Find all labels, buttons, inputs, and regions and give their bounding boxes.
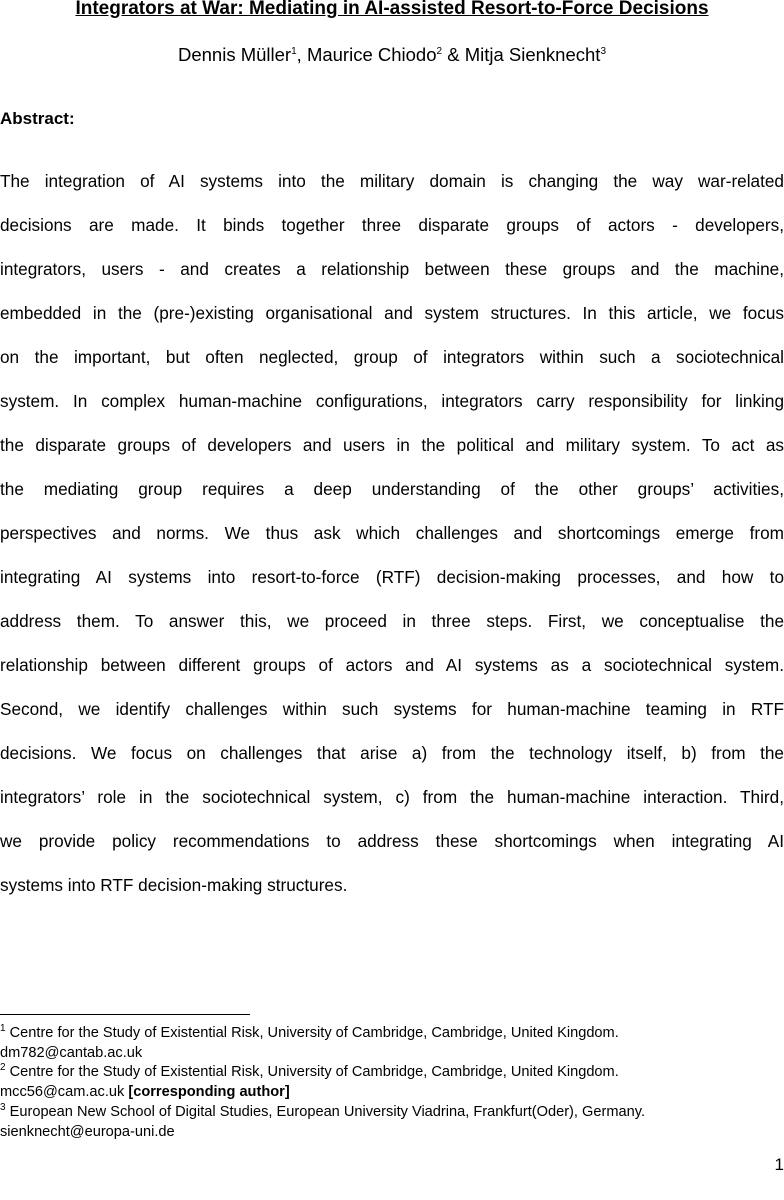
abstract-line: decisions are made. It binds together three disparate groups of actors - developers, <box>0 215 784 235</box>
footnote-mark: 2 <box>0 1062 6 1074</box>
abstract-body <box>0 159 784 907</box>
abstract-line: Second, we identify challenges within such systems for human-machine teaming in RTF <box>0 699 784 719</box>
abstract-line: integrators’ role in the sociotechnical system, c) from the human-machine interaction. Third, <box>0 787 784 807</box>
footnote-email[interactable]: sienknecht@europa-uni.de <box>0 1123 175 1140</box>
footnote-affiliation <box>0 1063 784 1083</box>
corresponding-author-note: [corresponding author] <box>124 1084 290 1101</box>
abstract-line: address them. To answer this, we proceed in three steps. First, we conceptualise the <box>0 611 784 631</box>
footnote-email[interactable]: dm782@cantab.ac.uk <box>0 1044 143 1061</box>
page-number: 1 <box>774 1155 784 1174</box>
author-list <box>0 44 784 66</box>
author-separator: , <box>296 44 307 65</box>
abstract-line: The integration of AI systems into the military domain is changing the way war-related <box>0 171 784 191</box>
footnote-affiliation <box>0 1103 784 1123</box>
footnote-affiliation-text: Centre for the Study of Existential Risk, University of Cambridge, Cambridge, United Kingdom. <box>5 1064 619 1081</box>
footnote-email-line <box>0 1083 784 1103</box>
abstract-line: integrators, users - and creates a relationship between these groups and the machine, <box>0 259 784 279</box>
abstract-line: embedded in the (pre-)existing organisational and system structures. In this article, we focus <box>0 303 784 323</box>
footnote-email[interactable]: mcc56@cam.ac.uk <box>0 1084 125 1101</box>
footnote-affiliation-text: European New School of Digital Studies, European University Viadrina, Frankfurt(Oder), Germany. <box>5 1103 646 1120</box>
abstract-line: relationship between different groups of actors and AI systems as a sociotechnical system. <box>0 655 784 675</box>
abstract-heading: Abstract: <box>0 109 75 128</box>
footnote-mark: 3 <box>0 1101 6 1113</box>
author-affiliation-mark: 3 <box>600 45 606 57</box>
footnote-email-line <box>0 1123 784 1143</box>
author-name: Mitja Sienknecht <box>464 44 601 65</box>
footnote-separator <box>0 1014 250 1015</box>
footnote-affiliation-text: Centre for the Study of Existential Risk, University of Cambridge, Cambridge, United Kingdom. <box>5 1025 619 1041</box>
abstract-line: we provide policy recommendations to address these shortcomings when integrating AI <box>0 831 784 851</box>
abstract-line: the disparate groups of developers and users in the political and military system. To act as <box>0 435 784 455</box>
author-separator: & <box>442 44 465 65</box>
abstract-line: the mediating group requires a deep understanding of the other groups’ activities, <box>0 479 784 499</box>
author-affiliation-mark: 1 <box>291 45 297 57</box>
abstract-line: on the important, but often neglected, group of integrators within such a sociotechnical <box>0 347 784 367</box>
footnote-mark: 1 <box>0 1023 6 1035</box>
footnote-affiliation <box>0 1024 784 1044</box>
abstract-line: perspectives and norms. We thus ask which challenges and shortcomings emerge from <box>0 523 784 543</box>
abstract-line: decisions. We focus on challenges that arise a) from the technology itself, b) from the <box>0 743 784 763</box>
footnote-email-line <box>0 1044 784 1064</box>
abstract-line: system. In complex human-machine configurations, integrators carry responsibility for linking <box>0 391 784 411</box>
author-name: Dennis Müller <box>177 44 292 65</box>
abstract-line: systems into RTF decision-making structures. <box>0 875 348 895</box>
abstract-line: integrating AI systems into resort-to-force (RTF) decision-making processes, and how to <box>0 567 784 587</box>
author-name: Maurice Chiodo <box>306 44 437 65</box>
footnotes <box>0 1024 784 1142</box>
paper-title: Integrators at War: Mediating in AI-assisted Resort-to-Force Decisions <box>75 0 709 19</box>
author-affiliation-mark: 2 <box>436 45 443 57</box>
